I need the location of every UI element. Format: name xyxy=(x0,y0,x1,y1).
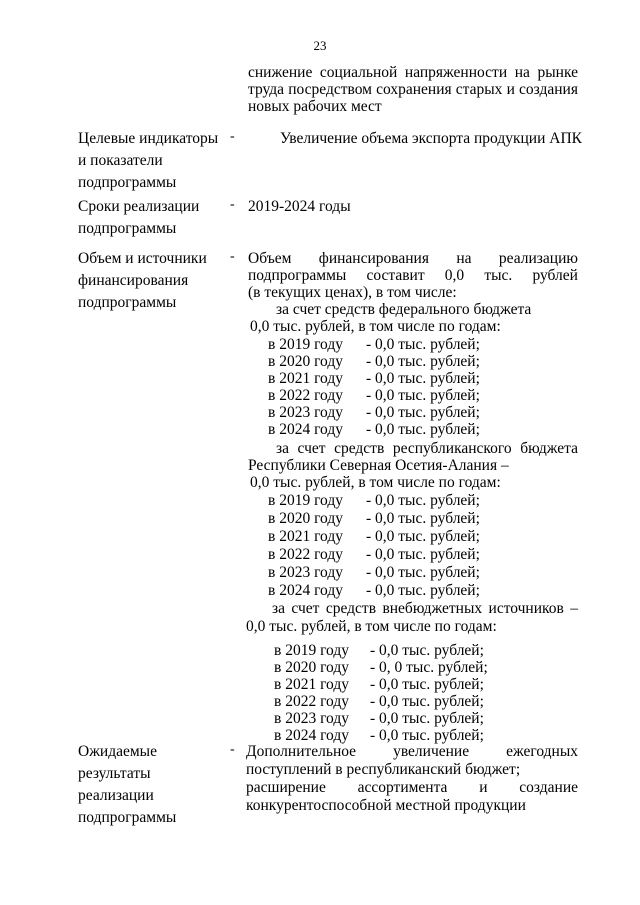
label-line: финансирования xyxy=(78,272,189,289)
word: источников xyxy=(488,600,564,617)
year-label: в 2019 году xyxy=(268,336,343,353)
word: расширение xyxy=(246,779,326,796)
word: составит xyxy=(366,267,425,284)
republic-heading-2: Республики Северная Осетия-Алания – xyxy=(248,457,509,474)
label-line: результаты xyxy=(78,765,151,782)
word: реализацию xyxy=(498,250,578,267)
results-line-3 xyxy=(246,779,578,797)
year-amount: - 0,0 тыс. рублей; xyxy=(370,693,484,710)
year-amount: - 0,0 тыс. рублей; xyxy=(366,564,480,581)
indicators-value: Увеличение объема экспорта продукции АПК xyxy=(280,130,582,147)
funding-line-1 xyxy=(248,250,578,268)
word: счет xyxy=(291,600,320,617)
label-line: и показатели xyxy=(78,152,163,169)
year-label: в 2020 году xyxy=(268,510,343,527)
intro-line-3: новых рабочих мест xyxy=(248,98,382,115)
year-amount: - 0,0 тыс. рублей; xyxy=(366,492,480,509)
word: подпрограммы xyxy=(248,267,347,284)
label-line: Ожидаемые xyxy=(78,743,157,760)
year-label: в 2019 году xyxy=(268,492,343,509)
year-label: в 2020 году xyxy=(268,353,343,370)
year-amount: - 0,0 тыс. рублей; xyxy=(366,387,480,404)
year-label: в 2023 году xyxy=(268,564,343,581)
results-line-4: конкурентоспособной местной продукции xyxy=(246,797,526,814)
intro-line-1 xyxy=(248,64,578,82)
word: счет xyxy=(297,440,326,457)
word: напряженности xyxy=(404,64,508,81)
year-label: в 2022 году xyxy=(268,546,343,563)
year-label: в 2020 году xyxy=(274,659,349,676)
word: рублей xyxy=(532,267,578,284)
word: финансирования xyxy=(318,250,429,267)
year-amount: - 0,0 тыс. рублей; xyxy=(366,421,480,438)
word: – xyxy=(570,600,578,617)
terms-label xyxy=(78,196,199,240)
word: Объем xyxy=(248,250,292,267)
results-label xyxy=(78,741,176,829)
label-line: Сроки реализации xyxy=(78,198,200,215)
word: средств xyxy=(334,440,385,457)
word: снижение xyxy=(248,64,313,81)
word: старых xyxy=(455,81,503,98)
word: рынке xyxy=(537,64,578,81)
word: 0,0 xyxy=(444,267,465,284)
extra-total: 0,0 тыс. рублей, в том числе по годам: xyxy=(246,618,497,635)
word: создания xyxy=(519,81,578,98)
year-label: в 2023 году xyxy=(268,404,343,421)
year-label: в 2024 году xyxy=(274,727,349,744)
year-amount: - 0,0 тыс. рублей; xyxy=(370,710,484,727)
year-label: в 2021 году xyxy=(268,528,343,545)
word: тыс. xyxy=(484,267,513,284)
word: средств xyxy=(325,600,377,617)
year-label: в 2022 году xyxy=(274,693,349,710)
year-label: в 2024 году xyxy=(268,421,343,438)
year-amount: - 0,0 тыс. рублей; xyxy=(370,727,484,744)
word: создание xyxy=(519,779,578,796)
word: на xyxy=(456,250,472,267)
funding-line-3: (в текущих ценах), в том числе: xyxy=(248,284,457,301)
word: бюджета xyxy=(520,440,578,457)
results-dash: - xyxy=(230,742,235,757)
year-label: в 2022 году xyxy=(268,387,343,404)
word: и xyxy=(479,779,488,796)
year-label: в 2021 году xyxy=(268,370,343,387)
funding-label xyxy=(78,248,207,314)
year-amount: - 0,0 тыс. рублей; xyxy=(366,404,480,421)
republic-heading xyxy=(276,440,578,458)
label-line: Целевые индикаторы xyxy=(78,130,219,147)
republic-total: 0,0 тыс. рублей, в том числе по годам: xyxy=(250,474,501,491)
year-label: в 2019 году xyxy=(274,642,349,659)
word: увеличение xyxy=(393,743,470,760)
word: ежегодных xyxy=(506,743,578,760)
label-line: подпрограммы xyxy=(78,809,177,826)
word: за xyxy=(272,600,286,617)
year-label: в 2021 году xyxy=(274,676,349,693)
terms-value: 2019-2024 годы xyxy=(248,198,351,215)
label-line: подпрограммы xyxy=(78,294,177,311)
year-amount: - 0,0 тыс. рублей; xyxy=(366,510,480,527)
word: и xyxy=(506,81,515,98)
indicators-dash: - xyxy=(230,129,235,144)
terms-dash: - xyxy=(230,197,235,212)
federal-total: 0,0 тыс. рублей, в том числе по годам: xyxy=(250,318,501,335)
year-amount: - 0,0 тыс. рублей; xyxy=(366,336,480,353)
funding-dash: - xyxy=(230,249,235,264)
year-amount: - 0, 0 тыс. рублей; xyxy=(370,659,488,676)
intro-line-2 xyxy=(248,81,578,99)
year-amount: - 0,0 тыс. рублей; xyxy=(366,546,480,563)
label-line: подпрограммы xyxy=(78,220,177,237)
year-amount: - 0,0 тыс. рублей; xyxy=(366,582,480,599)
word: внебюджетных xyxy=(382,600,483,617)
word: социальной xyxy=(319,64,398,81)
page-number: 23 xyxy=(313,38,327,53)
extra-heading xyxy=(272,600,578,618)
label-line: реализации xyxy=(78,787,154,804)
word: ассортимента xyxy=(357,779,448,796)
year-label: в 2024 году xyxy=(268,582,343,599)
word: за xyxy=(276,440,290,457)
word: труда xyxy=(248,81,285,98)
year-amount: - 0,0 тыс. рублей; xyxy=(370,642,484,659)
results-line-1 xyxy=(246,743,578,761)
word: республиканского xyxy=(392,440,512,457)
year-amount: - 0,0 тыс. рублей; xyxy=(366,353,480,370)
federal-heading: за счет средств федерального бюджета xyxy=(276,301,532,318)
year-label: в 2023 году xyxy=(274,710,349,727)
word: на xyxy=(514,64,530,81)
year-amount: - 0,0 тыс. рублей; xyxy=(366,528,480,545)
funding-line-2 xyxy=(248,267,578,285)
label-line: Объем и источники xyxy=(78,250,207,267)
results-line-2: поступлений в республиканский бюджет; xyxy=(246,761,521,778)
word: посредством xyxy=(288,81,372,98)
year-amount: - 0,0 тыс. рублей; xyxy=(370,676,484,693)
indicators-label xyxy=(78,128,218,194)
label-line: подпрограммы xyxy=(78,174,177,191)
word: сохранения xyxy=(376,81,452,98)
word: Дополнительное xyxy=(246,743,357,760)
year-amount: - 0,0 тыс. рублей; xyxy=(366,370,480,387)
